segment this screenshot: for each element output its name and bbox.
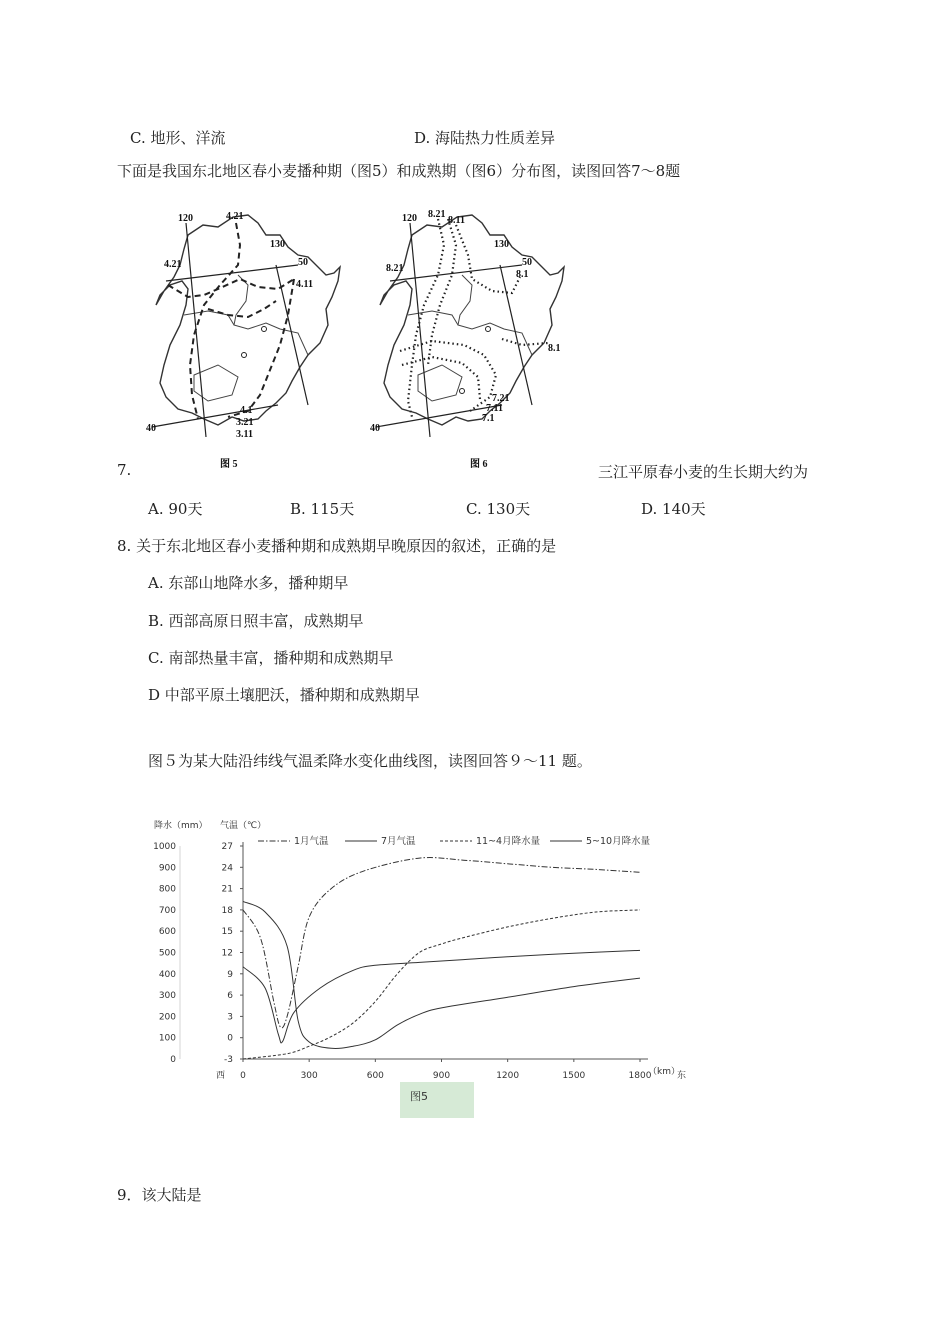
temp-tick-label: 9 (227, 969, 233, 980)
q8-option-c: C. 南部热量丰富，播种期和成熟期早 (148, 649, 394, 667)
winter-precip-line (243, 910, 640, 1059)
precip-tick-label: 100 (158, 1033, 176, 1044)
q7-option-a: A. 90天 (148, 500, 203, 518)
climate-line-chart (140, 812, 700, 1087)
temp-tick-label: 15 (221, 927, 233, 938)
fig5-iso-6: 3.11 (236, 429, 253, 440)
temp-tick-label: 0 (227, 1033, 233, 1044)
q8-stem: 8. 关于东北地区春小麦播种期和成熟期早晚原因的叙述，正确的是 (117, 537, 557, 555)
fig6-lon-130: 130 (494, 239, 509, 250)
jul-temp-line (243, 950, 640, 1043)
fig5-iso-5: 3.21 (236, 417, 254, 428)
x-tick-label: 1800 (628, 1071, 652, 1081)
temp-tick-label: -3 (224, 1055, 233, 1065)
option-6d: D. 海陆热力性质差异 (414, 129, 556, 147)
precip-tick-label: 600 (158, 927, 176, 938)
fig5-sowing-map (148, 205, 358, 470)
fig6-iso-8: 7.1 (482, 413, 495, 424)
fig6-maturity-map (372, 205, 582, 470)
legend-label-4: 5~10月降水量 (586, 836, 651, 847)
x-tick-label: 300 (300, 1071, 318, 1081)
fig6-lon-120: 120 (402, 213, 417, 224)
x-tick-label: 1200 (496, 1071, 520, 1081)
fig6-iso-7: 7.11 (486, 403, 503, 414)
q8-option-d: D 中部平原土壤肥沃，播种期和成熟期早 (148, 686, 420, 704)
precip-tick-label: 300 (158, 991, 176, 1002)
option-6c: C. 地形、洋流 (130, 129, 226, 147)
x-tick-label: 600 (366, 1071, 384, 1081)
fig5-iso-3: 4.11 (296, 279, 313, 290)
fig5-lon-130: 130 (270, 239, 285, 250)
precip-tick-label: 700 (158, 905, 176, 916)
fig6-lat-40: 40 (370, 423, 380, 434)
fig5-caption: 图 5 (220, 459, 238, 470)
chart-caption-box (400, 1082, 474, 1118)
fig6-iso-4: 8.1 (516, 269, 529, 280)
left-axis-label: 降水（mm） (154, 821, 208, 831)
precip-tick-label: 1000 (153, 842, 176, 852)
q8-option-b: B. 西部高原日照丰富，成熟期早 (148, 612, 364, 630)
fig6-caption: 图 6 (470, 459, 488, 470)
right-axis-label: 气温（℃） (220, 821, 267, 831)
q7-option-b: B. 115天 (290, 500, 355, 518)
q9-stem: 9．该大陆是 (117, 1186, 202, 1204)
precip-tick-label: 800 (158, 884, 176, 895)
x-east-label: 东 (677, 1071, 687, 1081)
temp-tick-label: 3 (227, 1012, 233, 1023)
intro-7-8: 下面是我国东北地区春小麦播种期（图5）和成熟期（图6）分布图，读图回答7～8题 (117, 162, 681, 180)
x-tick-label: 1500 (562, 1071, 586, 1081)
temp-tick-label: 21 (221, 884, 233, 895)
x-tick-label: 0 (240, 1071, 246, 1081)
chart-series (243, 858, 640, 1059)
fig6-iso-3: 8.21 (386, 263, 404, 274)
temp-tick-label: 27 (221, 842, 233, 852)
q7-option-d: D. 140天 (641, 500, 706, 518)
temp-tick-label: 6 (227, 991, 233, 1002)
temp-tick-label: 24 (221, 863, 233, 874)
precip-tick-label: 200 (158, 1012, 176, 1023)
legend-label-2: 7月气温 (381, 836, 416, 847)
chart-axes (153, 842, 652, 1081)
x-tick-label: 900 (432, 1071, 451, 1081)
q7-number: 7. (117, 461, 132, 479)
x-west-label: 西 (216, 1071, 226, 1081)
precip-tick-label: 0 (170, 1055, 176, 1065)
fig5-iso-4: 4.1 (240, 405, 253, 416)
fig5-iso-2: 4.21 (164, 259, 182, 270)
precip-tick-label: 400 (158, 969, 176, 980)
precip-tick-label: 500 (158, 948, 176, 959)
fig5-lat-50: 50 (298, 257, 308, 268)
fig5-iso-1: 4.21 (226, 211, 244, 222)
temp-tick-label: 18 (221, 905, 233, 916)
fig6-iso-1: 8.21 (428, 209, 446, 220)
fig5-lat-40: 40 (146, 423, 156, 434)
chart-caption: 图5 (410, 1090, 428, 1103)
fig5-lon-120: 120 (178, 213, 193, 224)
legend-label-1: 1月气温 (294, 836, 329, 847)
fig6-iso-5: 8.1 (548, 343, 561, 354)
chart-legend (258, 835, 651, 847)
fig6-iso-2: 8.11 (448, 215, 465, 226)
legend-label-3: 11~4月降水量 (476, 836, 541, 847)
fig6-iso-6: 7.21 (492, 393, 510, 404)
summer-precip-line (243, 901, 640, 1048)
fig6-lat-50: 50 (522, 257, 532, 268)
q7-option-c: C. 130天 (466, 500, 531, 518)
intro-9-11: 图５为某大陆沿纬线气温柔降水变化曲线图，读图回答９～11 题。 (148, 752, 592, 770)
temp-tick-label: 12 (221, 948, 233, 959)
x-unit-label: （km） (648, 1067, 680, 1077)
q8-option-a: A. 东部山地降水多，播种期早 (148, 574, 349, 592)
precip-tick-label: 900 (158, 863, 176, 874)
q7-stem: 三江平原春小麦的生长期大约为 (598, 463, 809, 481)
